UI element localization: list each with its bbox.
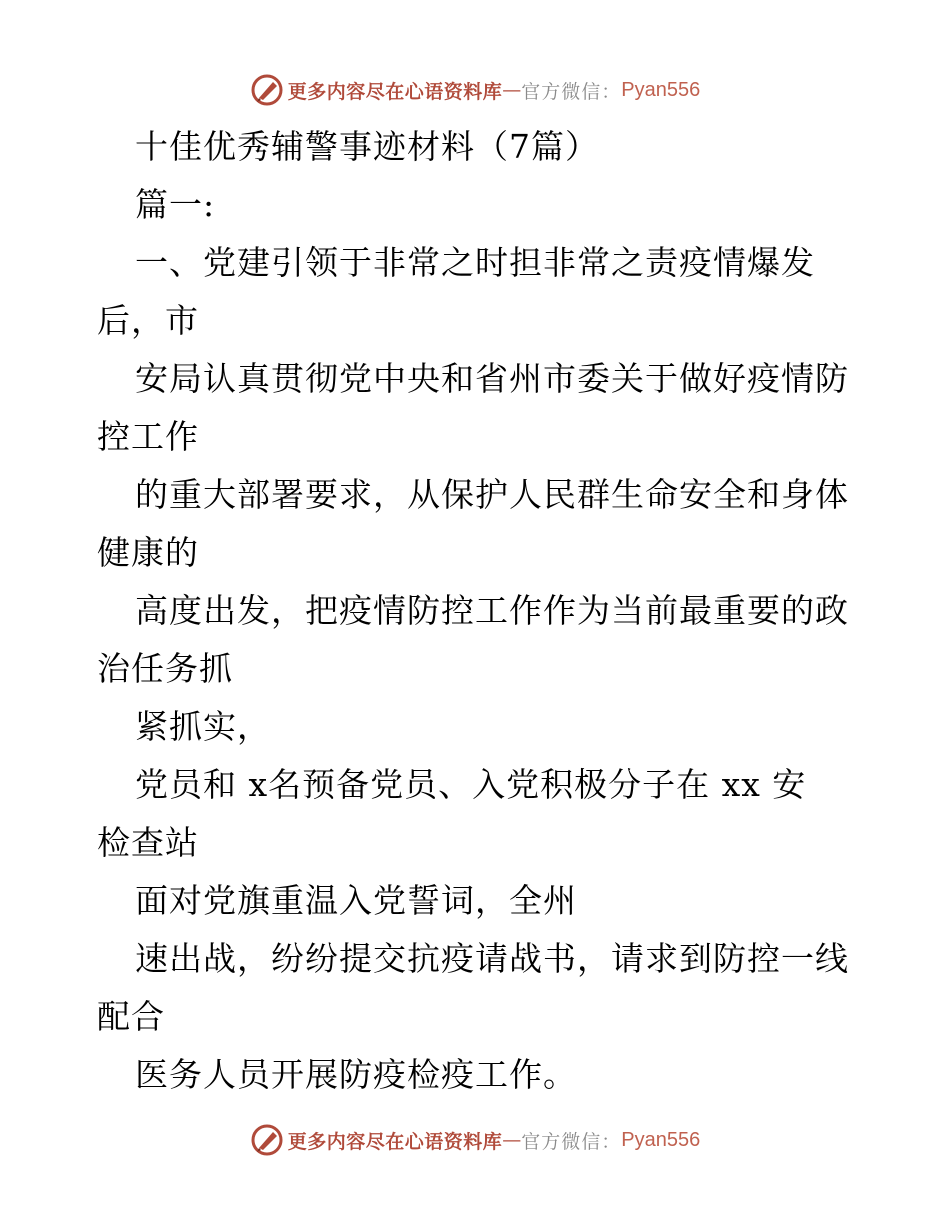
paragraph-line: 党员和 x名预备党员、入党积极分子在 xx 安 (135, 765, 807, 804)
banner-dash: — (502, 79, 522, 101)
section-heading: 篇一: (135, 185, 216, 224)
paragraph-line: 面对党旗重温入党誓词，全州 (135, 881, 577, 920)
document-body (97, 118, 897, 1104)
banner-site-text: 更多内容尽在心语资料库 (287, 1130, 503, 1153)
paragraph-line: 高度出发，把疫情防控工作作为当前最重要的政 (135, 591, 849, 630)
banner-wechat-label: 官方微信： (521, 80, 622, 103)
paragraph-line: 控工作 (97, 417, 199, 456)
banner-dash: — (502, 1129, 522, 1151)
header-banner (0, 72, 950, 108)
pen-logo-icon (250, 73, 284, 107)
paragraph-line: 健康的 (97, 533, 199, 572)
paragraph-line: 后，市 (97, 301, 199, 340)
paragraph-line: 紧抓实， (135, 707, 271, 746)
paragraph-line: 安局认真贯彻党中央和省州市委关于做好疫情防 (135, 359, 849, 398)
banner-site-text: 更多内容尽在心语资料库 (287, 80, 503, 103)
paragraph-line: 的重大部署要求，从保护人民群生命安全和身体 (135, 475, 849, 514)
banner-wechat-label: 官方微信： (521, 1130, 622, 1153)
paragraph-line: 医务人员开展防疫检疫工作。 (135, 1055, 577, 1094)
footer-banner (0, 1122, 950, 1158)
paragraph-line: 治任务抓 (97, 649, 233, 688)
banner-wechat-id: Pyan556 (621, 1128, 701, 1151)
document-title: 十佳优秀辅警事迹材料（7篇） (135, 127, 599, 166)
paragraph-line: 速出战，纷纷提交抗疫请战书，请求到防控一线 (135, 939, 849, 978)
paragraph-line: 一、党建引领于非常之时担非常之责疫情爆发 (135, 243, 815, 282)
pen-logo-icon (250, 1123, 284, 1157)
paragraph-line: 检查站 (97, 823, 199, 862)
banner-wechat-id: Pyan556 (621, 78, 701, 101)
paragraph-line: 配合 (97, 997, 165, 1036)
